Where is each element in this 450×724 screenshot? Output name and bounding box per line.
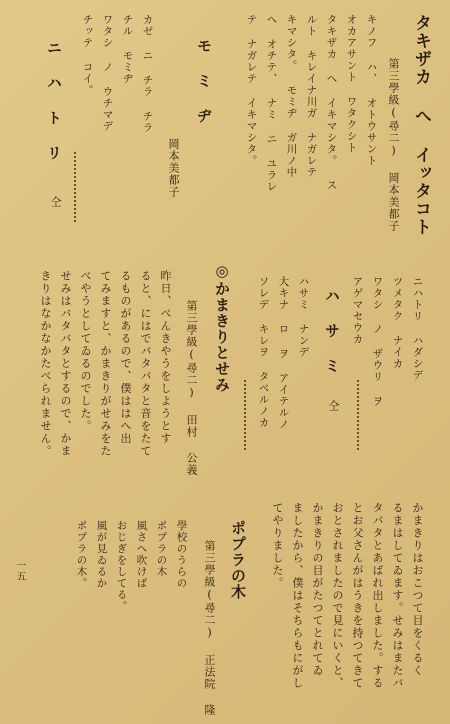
essay-line: せみはバタバタとするので、かま xyxy=(59,270,72,458)
essay-cont-line: かまきりはおこつて目をくるく xyxy=(411,502,424,677)
poem1-line: タキザカ へ イキマシタ。 ス xyxy=(325,14,338,191)
poem1-line: テ ナガレテ イキマシタ。 xyxy=(245,14,258,167)
essay-cont-line: ましたから、僕はそちらもにがし xyxy=(291,502,304,690)
poem3-line: ツメタク ナイカ xyxy=(391,276,404,370)
poem2-line: チッテ コイ。 xyxy=(81,14,94,96)
section-divider xyxy=(74,152,80,222)
essay-cont-line: とお父さんがはうきを持つてきて xyxy=(351,502,364,690)
poem5-line: おじぎをしてる。 xyxy=(115,520,128,612)
essay-title: ◎かまきりとせみ xyxy=(213,262,231,393)
poem4-line: ソレデ キレヲ タベルノカ xyxy=(257,276,270,429)
poem5-byline: 第三學級(尋二) 正法院 隆 xyxy=(203,540,216,716)
poem4-line: 大キナ ロ ヲ アイテルノ xyxy=(277,276,290,430)
essay-cont-line: てやりました。 xyxy=(271,502,284,590)
essay-cont-line: かまきりの目がたつてとれてゐ xyxy=(311,502,324,677)
poem3-line: アゲマセウカ xyxy=(351,276,364,345)
poem1-byline: 第三學級(尋二) 岡本美都子 xyxy=(387,58,400,232)
poem5-title: ポプラの木 xyxy=(229,520,247,600)
essay-line: るものがあるので、僕ははへ出 xyxy=(119,270,132,445)
essay-line: ると、にはでバタバタと音をたて xyxy=(139,270,152,458)
essay-line: 昨日、べんきやうをしようとす xyxy=(159,270,172,445)
poem5-line: ポプラの木 xyxy=(155,520,168,578)
poem2-title: モ ミ ヂ xyxy=(195,38,213,124)
essay-cont-line: るまはしてゐます。せみはまたバ xyxy=(391,502,404,690)
poem4-byline: 仝 xyxy=(327,400,340,412)
poem2-line: ワタシ ノ ウチマデ xyxy=(101,14,114,132)
poem1-line: キノフ ハ、 オトウサント xyxy=(365,14,378,167)
page-number: 一五 xyxy=(14,560,25,582)
poem1-line: オカアサント ワタクシト xyxy=(345,14,358,154)
poem5-line: 風さへ吹けば xyxy=(135,520,148,589)
poem2-line: チル モミヂ xyxy=(121,14,134,85)
poem1-line: キマシタ。 モミヂ ガ川ノ中 xyxy=(285,14,298,178)
essay-line: きりはなかなかたべられません。 xyxy=(39,270,52,458)
poem5-line: 學校のうらの xyxy=(175,520,188,589)
essay-cont-line: おとされましたので見にいくと、 xyxy=(331,502,344,690)
poem3-title: ニ ハ ト リ xyxy=(45,40,63,161)
poem2-line: カゼ ニ チラ チラ xyxy=(141,14,154,134)
poem1-line: へ オチテ、 ナミ ニ ユラレ xyxy=(265,14,278,193)
essay-line: べやうとしてゐるのでした。 xyxy=(79,270,92,433)
poem1-line: ルト キレイナ川ガ ナガレテ xyxy=(305,14,318,178)
essay-byline: 第三學級(尋二) 田村 公義 xyxy=(185,300,198,476)
poem3-byline: 仝 xyxy=(49,196,62,208)
section-divider xyxy=(357,380,363,450)
essay-cont-line: タバタとあばれ出しました。する xyxy=(371,502,384,690)
poem5-line: ポプラの木。 xyxy=(75,520,88,589)
essay-line: てみますと、かまきりがせみをた xyxy=(99,270,112,458)
poem2-byline: 岡本美都子 xyxy=(167,138,180,198)
poem4-line: ハサミ ナンデ xyxy=(297,276,310,358)
poem3-line: ワタシ ノ ザウリ ヲ xyxy=(371,276,384,407)
poem3-line: ニハトリ ハダシデ xyxy=(411,276,424,381)
section-divider xyxy=(244,380,250,450)
poem4-title: ハ サ ミ xyxy=(323,288,341,374)
poem1-title: タキザカ へ イッタコト xyxy=(411,14,431,236)
poem5-line: 風が見ゐるか xyxy=(95,520,108,589)
